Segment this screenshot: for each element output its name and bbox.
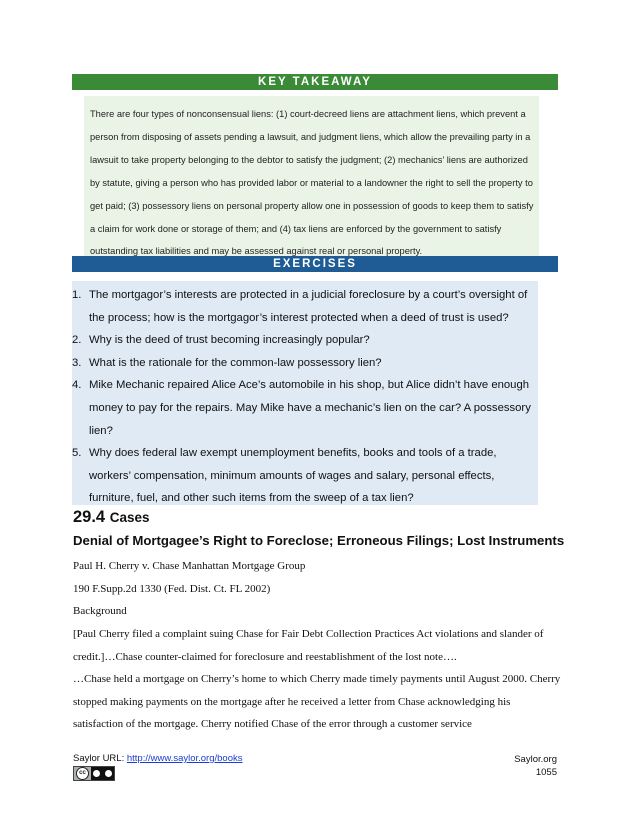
exercise-text: The mortgagor’s interests are protected in a judicial foreclosure by a court’s oversight of the process; how is the mortgagor’s interest protected when a deed of trust is used? (89, 289, 528, 324)
exercise-item (72, 329, 538, 352)
cc-icon: cc (76, 767, 89, 780)
exercise-item (72, 352, 538, 375)
section-name: Cases (109, 510, 150, 525)
section-title (73, 508, 150, 527)
exercise-text: Mike Mechanic repaired Alice Ace’s automobile in his shop, but Alice didn’t have enough money to pay for the repairs. May Mike have a mechanic’s lien on the car? A possessory lien? (89, 379, 531, 437)
exercises-list (72, 284, 538, 510)
exercise-number: 2. (72, 334, 82, 347)
key-takeaway-text: There are four types of nonconsensual liens: (1) court-decreed liens are attachment liens, which prevent a person from disposing of assets pending a lawsuit, and judgment liens, which allow the prevailing party in a lawsuit to take property belonging to the debtor to satisfy the judgment; (2) mechanics’ liens are authorized by statute, giving a person who has provided labor or material to a landowner the right to sell the property to get paid; (3) possessory liens on personal property allow one in possession of goods to keep them to satisfy a claim for work done or storage of them; and (4) tax liens are enforced by the government to satisfy outstanding tax liabilities and may be assessed against real or personal property. (90, 109, 534, 257)
section-number: 29.4 (73, 508, 106, 526)
footer-right (514, 753, 557, 779)
exercise-item (72, 442, 538, 510)
exercise-number: 3. (72, 356, 82, 369)
exercise-text: Why is the deed of trust becoming increasingly popular? (89, 334, 370, 347)
key-takeaway-header: KEY TAKEAWAY (72, 74, 558, 90)
case-title: Denial of Mortgagee’s Right to Foreclose; Erroneous Filings; Lost Instruments (73, 533, 565, 548)
exercise-item (72, 284, 538, 329)
exercise-text: What is the rationale for the common-law possessory lien? (89, 356, 382, 369)
footer-source (73, 753, 243, 764)
by-icon (93, 770, 100, 777)
case-citation: 190 F.Supp.2d 1330 (Fed. Dist. Ct. FL 2002) (73, 583, 271, 595)
page-number: 1055 (535, 767, 557, 778)
footer-site: Saylor.org (514, 754, 557, 765)
license-icons (91, 767, 114, 780)
exercise-item (72, 374, 538, 442)
exercise-text: Why does federal law exempt unemployment benefits, books and tools of a trade, workers’ compensation, minimum amounts of wages and salary, personal effects, furniture, fuel, and other such items from the sweep of a tax lien? (89, 447, 497, 505)
creative-commons-badge (73, 766, 115, 781)
exercise-number: 4. (72, 379, 82, 392)
case-paragraph: …Chase held a mortgage on Cherry’s home to which Cherry made timely payments until August 2000. Cherry stopped making payments on the mortgage after he received a letter from Chase acknowledging his satisfaction of the mortgage. Cherry notified Chase of the error through a customer service (73, 673, 561, 730)
exercise-number: 5. (72, 447, 82, 460)
exercise-number: 1. (72, 289, 82, 301)
sa-icon (105, 770, 112, 777)
case-name: Paul H. Cherry v. Chase Manhattan Mortgage Group (73, 560, 306, 572)
footer-url-label: Saylor URL: (73, 753, 127, 764)
case-paragraph: [Paul Cherry filed a complaint suing Chase for Fair Debt Collection Practices Act violations and slander of credit.]…Chase counter-claimed for foreclosure and reestablishment of the lost note…. (73, 628, 544, 663)
footer-url-link[interactable]: http://www.saylor.org/books (126, 753, 243, 764)
case-heading: Background (73, 605, 127, 617)
exercises-header: EXERCISES (72, 256, 558, 272)
